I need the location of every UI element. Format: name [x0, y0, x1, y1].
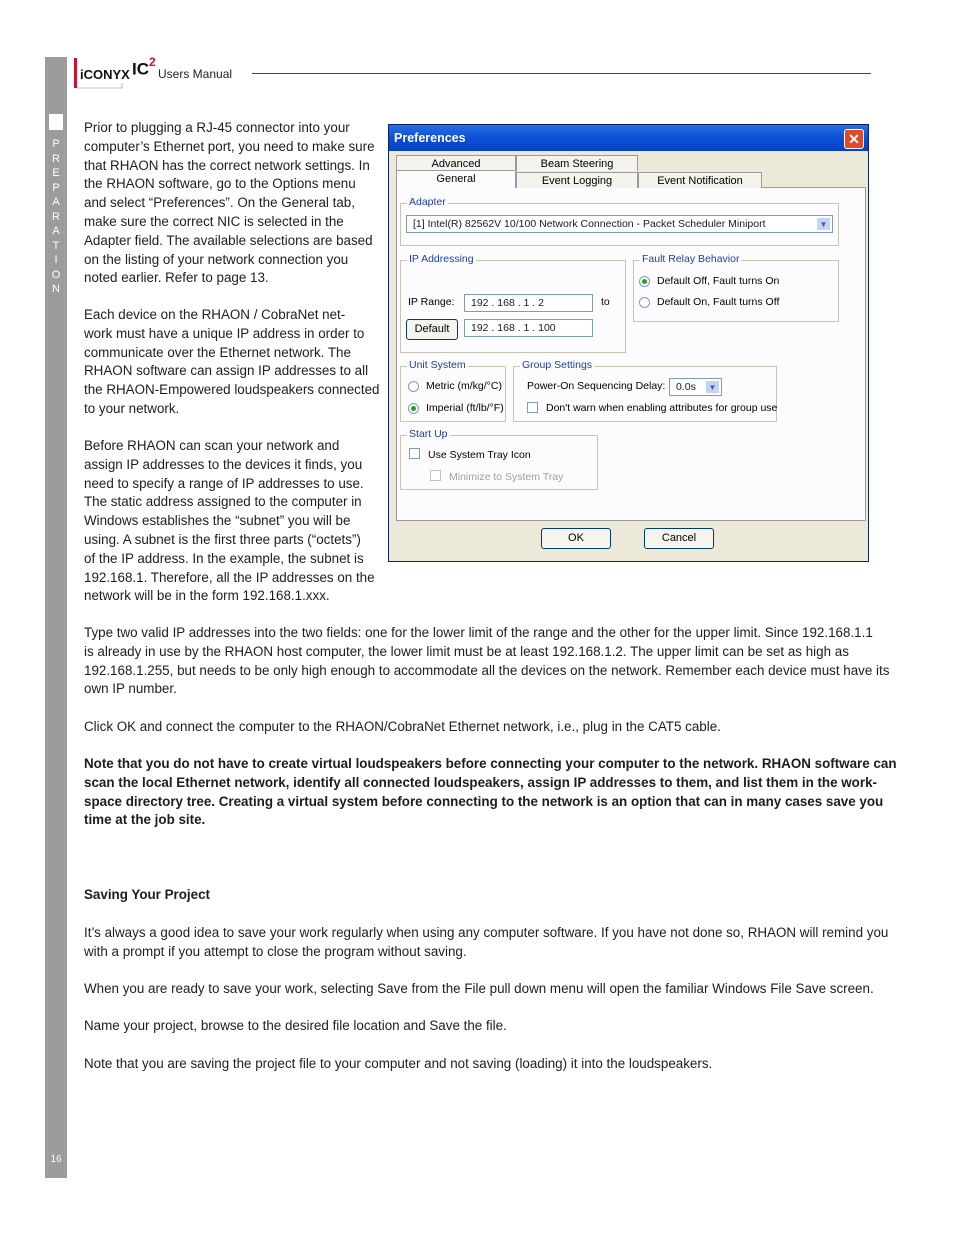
intro-line: RHAON software can assign IP addresses to all [84, 363, 369, 379]
intro-line: 192.168.1. Therefore, all the IP addresses on the [84, 569, 375, 585]
ip-range-paragraph [84, 624, 890, 699]
iconyx-logo [72, 55, 130, 91]
logo-text: iCONYX [80, 67, 130, 82]
click-ok-paragraph: Click OK and connect the computer to the RHAON/CobraNet Ethernet network, i.e., plug in the CAT5 cable. [84, 719, 721, 734]
note-line: Note that you do not have to create virtual loudspeakers before connecting your computer to the network. RHAON software can [84, 756, 897, 771]
page-number: 16 [50, 1154, 62, 1165]
group-settings-group [513, 359, 778, 422]
tray-icon-label: Use System Tray Icon [428, 449, 531, 461]
unit-metric-radio[interactable] [408, 381, 419, 392]
chevron-down-icon[interactable]: ▼ [705, 380, 720, 394]
power-on-delay-label: Power-On Sequencing Delay: [527, 380, 666, 392]
saving-paragraph-4: Note that you are saving the project file to your computer and not saving (loading) it into the loudspeakers. [84, 1056, 713, 1071]
manual-label: Users Manual [158, 67, 233, 81]
unit-imperial-radio[interactable] [408, 403, 419, 414]
adapter-group [400, 196, 839, 246]
ip-paragraph-line: own IP number. [84, 681, 177, 697]
section-letter: E [52, 167, 60, 179]
saving-paragraph-3: Name your project, browse to the desired file location and Save the file. [84, 1018, 507, 1033]
ip-addressing-group [400, 253, 626, 353]
section-title [45, 137, 67, 297]
note-line: scan the local Ethernet network, identify all connected loudspeakers, assign IP addresses to them, and list them in the work- [84, 774, 877, 790]
tab-advanced[interactable]: Advanced [396, 155, 516, 171]
tab-event-notification[interactable]: Event Notification [638, 172, 762, 188]
intro-paragraph-3 [84, 437, 375, 606]
intro-line: Prior to plugging a RJ-45 connector into your [84, 120, 350, 135]
ip-range-low-field[interactable]: 192 . 168 . 1 . 2 [464, 294, 593, 312]
intro-paragraph-2 [84, 306, 380, 419]
note-line: time at the job site. [84, 812, 206, 828]
intro-line: to your network. [84, 400, 180, 416]
ip-paragraph-line: Type two valid IP addresses into the two fields: one for the lower limit of the range and the other for the upper limit. Since 192.168.1.1 [84, 625, 873, 640]
note-paragraph [84, 755, 897, 830]
unit-legend: Unit System [409, 359, 466, 371]
saving-line: It’s always a good idea to save your work regularly when using any computer software. If you have not done so, RHAON will remind you [84, 925, 889, 940]
intro-line: communicate over the Ethernet network. The [84, 344, 351, 360]
adapter-legend: Adapter [409, 196, 446, 208]
fault-relay-group [633, 253, 839, 322]
section-letter: T [52, 239, 60, 252]
ip-paragraph-line: is already in use by the RHAON host computer, the lower limit must be at least 192.168.1.2. The upper limit can be set as high as [84, 643, 849, 659]
ip-to-label: to [601, 296, 610, 308]
dont-warn-label: Don't warn when enabling attributes for group use [546, 402, 778, 414]
intro-line: computer’s Ethernet port, you need to make sure [84, 138, 375, 154]
tab-event-logging[interactable]: Event Logging [516, 172, 638, 188]
dialog-titlebar [389, 125, 868, 151]
unit-metric-label: Metric (m/kg/°C) [426, 380, 502, 392]
ok-button[interactable]: OK [541, 528, 611, 549]
tray-icon-checkbox[interactable] [409, 448, 420, 459]
product-name: $IC^2$ [132, 55, 156, 79]
section-letter: A [52, 196, 60, 208]
unit-imperial-label: Imperial (ft/lb/°F) [426, 402, 504, 414]
intro-line: The static address assigned to the computer in [84, 494, 362, 510]
dont-warn-checkbox[interactable] [527, 402, 538, 413]
intro-paragraph-1 [84, 119, 375, 288]
section-letter: I [54, 254, 58, 266]
intro-line: Adapter field. The available selections are based [84, 232, 373, 248]
group-legend: Group Settings [522, 359, 593, 371]
fault-legend: Fault Relay Behavior [642, 253, 740, 265]
section-letter: R [52, 152, 60, 165]
adapter-value: [1] Intel(R) 82562V 10/100 Network Connection - Packet Scheduler Miniport [413, 218, 766, 230]
saving-paragraph-2: When you are ready to save your work, selecting Save from the File pull down menu will open the familiar Windows File Save screen. [84, 981, 874, 996]
ip-legend: IP Addressing [409, 253, 474, 265]
section-letter: P [52, 138, 60, 150]
power-on-delay-select[interactable] [669, 378, 722, 396]
intro-line: Before RHAON can scan your network and [84, 438, 340, 453]
intro-line: and select “Preferences”. On the General tab, [84, 195, 355, 211]
power-on-delay-value: 0.0s [676, 381, 696, 393]
section-letter: N [52, 283, 60, 295]
minimize-tray-checkbox[interactable] [430, 470, 441, 481]
fault-default-on-radio[interactable] [639, 297, 650, 308]
section-letter: O [51, 268, 61, 281]
fault-option-1-label: Default Off, Fault turns On [657, 275, 780, 287]
chevron-down-icon[interactable]: ▼ [816, 217, 831, 231]
section-sidebar [45, 57, 67, 1178]
ip-range-high-field[interactable]: 192 . 168 . 1 . 100 [464, 319, 593, 337]
minimize-tray-label: Minimize to System Tray [449, 471, 564, 483]
tab-beam-steering[interactable]: Beam Steering [516, 155, 638, 171]
section-letter: A [52, 225, 60, 237]
close-icon[interactable]: ✕ [844, 129, 864, 149]
saving-paragraph-1 [84, 924, 889, 962]
section-letter: P [52, 181, 60, 194]
startup-group [400, 428, 598, 490]
adapter-select[interactable] [406, 215, 833, 233]
section-letter: R [52, 210, 60, 223]
preferences-dialog [388, 124, 869, 562]
intro-line: of the IP address. In the example, the subnet is [84, 550, 364, 566]
saving-line: with a prompt if you attempt to close the program without saving. [84, 943, 467, 959]
intro-line: the RHAON software, go to the Options menu [84, 176, 356, 192]
tab-general[interactable]: General [396, 170, 516, 188]
intro-line: on the listing of your network connection you [84, 251, 349, 267]
ip-range-label: IP Range: [408, 296, 455, 308]
intro-line: need to specify a range of IP addresses to use. [84, 475, 364, 491]
fault-default-off-radio[interactable] [639, 276, 650, 287]
intro-line: the RHAON-Empowered loudspeakers connected [84, 382, 380, 398]
dialog-title: Preferences [394, 131, 466, 145]
note-line: space directory tree. Creating a virtual system before connecting to the network is an option that can in many cases save you [84, 793, 884, 809]
intro-line: work must have a unique IP address in order to [84, 325, 365, 341]
unit-system-group [400, 359, 506, 422]
section-marker [49, 114, 63, 130]
cancel-button[interactable]: Cancel [644, 528, 714, 549]
intro-line: using. A subnet is the first three parts (“octets”) [84, 531, 361, 547]
saving-heading: Saving Your Project [84, 887, 211, 902]
header-rule [252, 73, 871, 74]
intro-line: Windows establishes the “subnet” you will be [84, 513, 351, 529]
intro-line: make sure the correct NIC is selected in the [84, 213, 344, 229]
intro-line: that RHAON has the correct network settings. In [84, 157, 370, 173]
intro-line: Each device on the RHAON / CobraNet net- [84, 307, 346, 322]
default-button[interactable]: Default [406, 319, 458, 340]
intro-line: noted earlier. Refer to page 13. [84, 270, 269, 286]
intro-line: assign IP addresses to the devices it finds, you [84, 456, 363, 472]
startup-legend: Start Up [409, 428, 448, 440]
fault-option-2-label: Default On, Fault turns Off [657, 296, 780, 308]
ip-paragraph-line: 192.168.1.255, but needs to be only high enough to accommodate all the devices on the network. Remember each device must have its [84, 662, 890, 678]
intro-line: network will be in the form 192.168.1.xxx. [84, 588, 330, 604]
